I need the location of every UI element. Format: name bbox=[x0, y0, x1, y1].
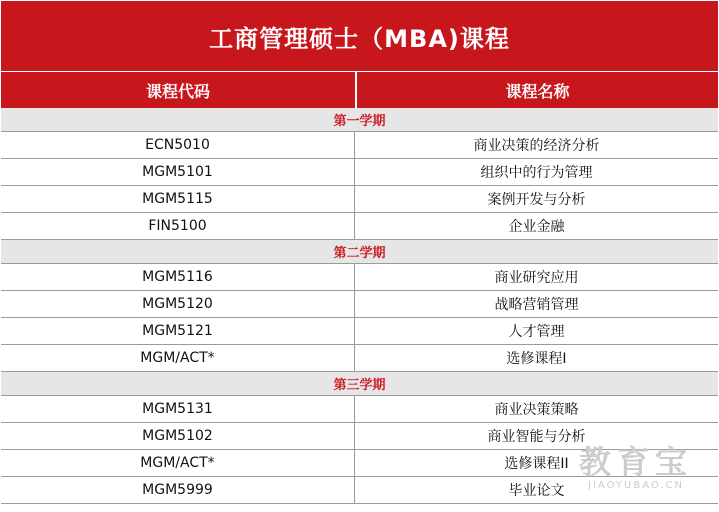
course-code: MGM5120 bbox=[1, 291, 355, 317]
table-row bbox=[1, 159, 718, 186]
course-code: FIN5100 bbox=[1, 213, 355, 239]
table-row bbox=[1, 345, 718, 372]
course-name: 商业研究应用 bbox=[494, 270, 579, 286]
table-row bbox=[1, 132, 718, 159]
course-name: 商业智能与分析 bbox=[487, 429, 586, 445]
semester-heading: 第三学期 bbox=[1, 372, 718, 396]
semester-heading: 第一学期 bbox=[1, 108, 718, 132]
course-name: 毕业论文 bbox=[508, 483, 565, 499]
course-name: 组织中的行为管理 bbox=[480, 165, 593, 181]
table-title: 工商管理硕士（MBA)课程 bbox=[1, 1, 718, 71]
table-header bbox=[1, 72, 718, 108]
course-code: MGM/ACT* bbox=[1, 345, 355, 371]
course-code: MGM/ACT* bbox=[1, 450, 355, 476]
watermark-cn: 教育宝 bbox=[578, 443, 693, 481]
table-row bbox=[1, 186, 718, 213]
watermark-en: JIAOYUBAO.CN bbox=[588, 480, 684, 491]
semester-heading: 第二学期 bbox=[1, 240, 718, 264]
course-code: MGM5101 bbox=[1, 159, 355, 185]
course-name: 商业决策的经济分析 bbox=[473, 138, 600, 154]
table-row bbox=[1, 213, 718, 240]
table-row bbox=[1, 264, 718, 291]
table-row bbox=[1, 423, 718, 450]
header-course-code: 课程代码 bbox=[1, 72, 357, 108]
table-row bbox=[1, 291, 718, 318]
course-code: MGM5131 bbox=[1, 396, 355, 422]
table-body bbox=[1, 108, 718, 504]
course-name: 选修课程I bbox=[506, 351, 567, 367]
table-row bbox=[1, 477, 718, 504]
course-name: 商业决策策略 bbox=[494, 402, 579, 418]
course-code: ECN5010 bbox=[1, 132, 355, 158]
table-row bbox=[1, 318, 718, 345]
table-row bbox=[1, 396, 718, 423]
course-code: MGM5121 bbox=[1, 318, 355, 344]
course-name: 企业金融 bbox=[508, 219, 565, 235]
course-code: MGM5115 bbox=[1, 186, 355, 212]
course-code: MGM5102 bbox=[1, 423, 355, 449]
course-name: 案例开发与分析 bbox=[487, 192, 586, 208]
header-course-name: 课程名称 bbox=[505, 81, 570, 101]
course-code: MGM5999 bbox=[1, 477, 355, 503]
course-name: 战略营销管理 bbox=[494, 297, 579, 313]
course-name: 选修课程II bbox=[504, 456, 569, 472]
table-row bbox=[1, 450, 718, 477]
course-name: 人才管理 bbox=[508, 324, 565, 340]
course-code: MGM5116 bbox=[1, 264, 355, 290]
